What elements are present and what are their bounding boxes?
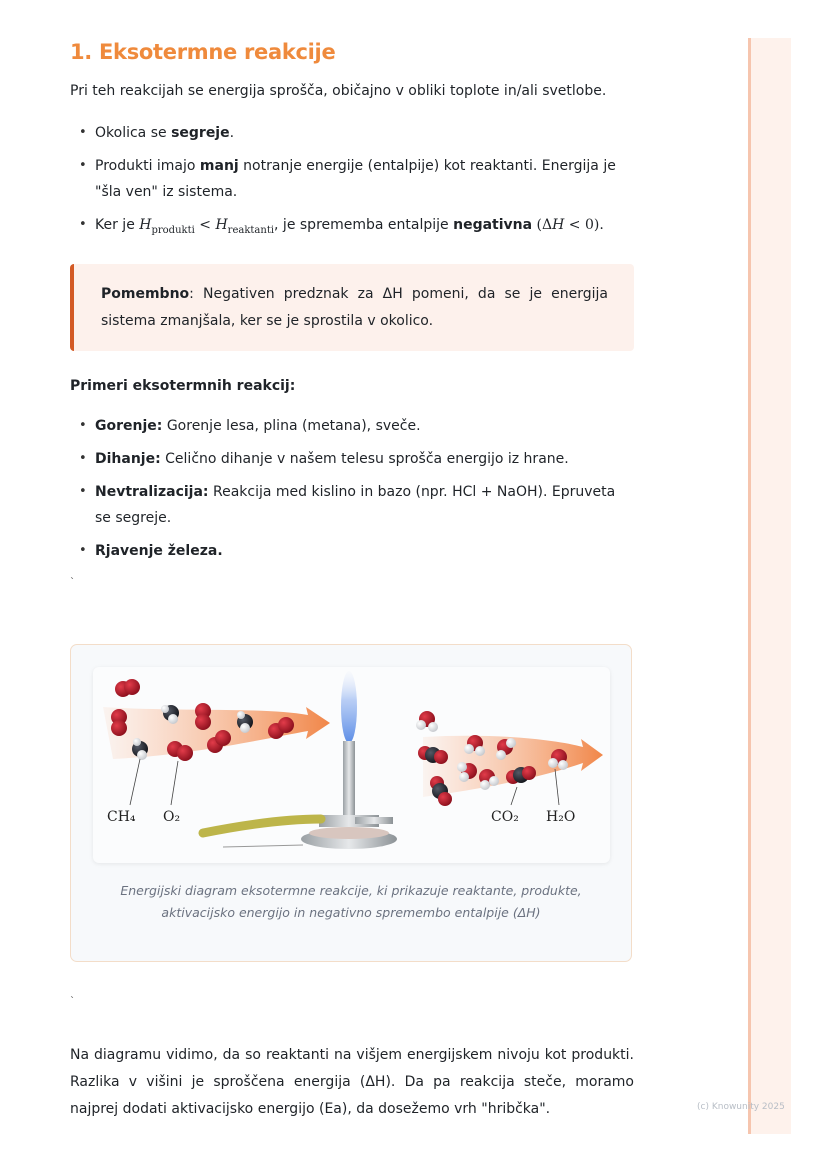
document-body xyxy=(70,36,634,598)
h2o-label: H₂O xyxy=(546,809,576,825)
closing-paragraph: Na diagramu vidimo, da so reaktanti na višjem energijskem nivoju kot produkti. Razlika v višini je sproščena energija (ΔH). Da pa reakcija steče, moramo najprej dodati aktivacijsko energijo (Ea), da dosežemo vrh "hribčka". xyxy=(70,1047,634,1117)
math-symbol: H xyxy=(552,217,565,233)
callout-label: Pomembno xyxy=(101,285,190,302)
item-text: Okolica se xyxy=(95,125,172,141)
intro-paragraph: Pri teh reakcijah se energija sprošča, običajno v obliki toplote in/ali svetlobe. xyxy=(70,83,607,99)
list-item xyxy=(95,479,634,531)
list-item xyxy=(95,120,634,146)
properties-list xyxy=(70,120,634,244)
item-bold: manj xyxy=(199,158,239,174)
list-item xyxy=(95,446,634,472)
math-operator: < xyxy=(194,217,216,233)
co2-label: CO₂ xyxy=(491,809,519,825)
o2-label: O₂ xyxy=(163,809,181,825)
figure-caption: Energijski diagram eksotermne reakcije, ki prikazuje reaktante, produkte, aktivacijsko energijo in negativno spremembo entalpije (ΔH) xyxy=(120,883,582,920)
item-text: Produkti imajo xyxy=(95,158,200,174)
item-bold: Gorenje: xyxy=(95,417,163,434)
item-text: Celično dihanje v našem telesu sprošča energijo iz hrane. xyxy=(160,450,569,467)
item-text: . xyxy=(229,125,235,141)
side-margin-strip xyxy=(748,38,791,1134)
item-text: Gorenje lesa, plina (metana), sveče. xyxy=(162,417,421,434)
item-bold: negativna xyxy=(453,217,533,233)
math-operator: (Δ xyxy=(532,217,553,233)
math-symbol: H xyxy=(215,217,228,233)
math-subscript: reaktanti xyxy=(227,224,275,236)
item-bold: Nevtralizacija: xyxy=(95,483,209,500)
list-item xyxy=(95,212,634,244)
item-bold: Dihanje: xyxy=(95,450,161,467)
combustion-illustration xyxy=(93,667,610,863)
list-item xyxy=(95,538,634,564)
math-operator: < 0). xyxy=(564,217,604,233)
bunsen-burner-reaction-icon xyxy=(93,667,610,863)
examples-heading: Primeri eksotermnih reakcij: xyxy=(70,377,296,394)
list-item xyxy=(95,413,634,439)
ch4-label: CH₄ xyxy=(107,809,136,825)
stray-mark: ` xyxy=(70,996,75,1007)
item-text: Reakcija med kislino in bazo (npr. HCl + NaOH). Epruveta se segreje. xyxy=(95,483,616,526)
math-h-reactants xyxy=(215,217,275,236)
item-text: Ker je xyxy=(95,217,140,233)
stray-mark: ` xyxy=(70,576,75,588)
item-text: notranje energije (entalpije) kot reaktanti. Energija je "šla ven" iz sistema. xyxy=(95,158,616,200)
math-subscript: produkti xyxy=(151,224,195,236)
important-callout xyxy=(70,264,634,351)
section-heading: 1. Eksotermne reakcije xyxy=(70,40,336,64)
item-bold: Rjavenje železa. xyxy=(95,542,223,559)
item-bold: segreje xyxy=(171,125,230,141)
copyright-footer: (c) Knowunity 2025 xyxy=(697,1102,785,1112)
callout-text: : Negativen predznak za ΔH pomeni, da se je energija sistema zmanjšala, ker se je sprostila v okolico. xyxy=(101,285,608,329)
item-text: , je sprememba entalpije xyxy=(274,217,454,233)
examples-list xyxy=(70,413,634,564)
math-symbol: H xyxy=(139,217,152,233)
list-item xyxy=(95,153,634,205)
math-h-products xyxy=(139,217,195,236)
figure-card xyxy=(70,644,632,962)
